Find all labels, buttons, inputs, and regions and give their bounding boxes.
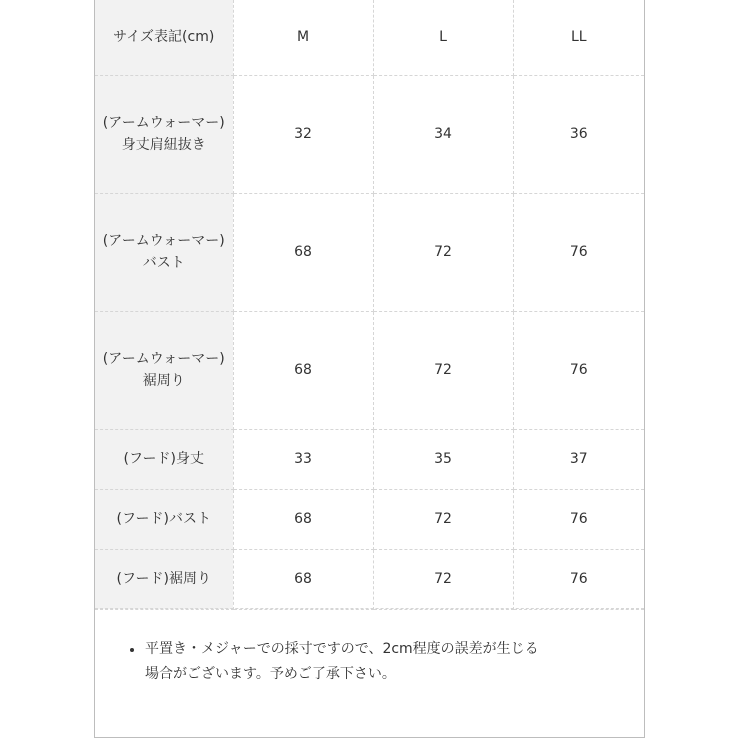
- row-label-armwarmer-length: [95, 75, 233, 193]
- row-label-line: (アームウォーマー): [102, 233, 225, 249]
- cell-value: 76: [513, 311, 644, 429]
- note-line: 場合がございます。予めご了承下さい。: [145, 666, 396, 682]
- cell-value: 72: [373, 489, 513, 549]
- table-row: [95, 193, 644, 311]
- cell-value: 68: [233, 549, 373, 609]
- cell-value: 32: [233, 75, 373, 193]
- cell-value: 34: [373, 75, 513, 193]
- cell-value: 76: [513, 193, 644, 311]
- note-line: 平置き・メジャーでの採寸ですので、2cm程度の誤差が生じる: [145, 641, 539, 657]
- bullet-icon: [130, 648, 134, 652]
- row-label-line: バスト: [142, 255, 185, 271]
- cell-value: 33: [233, 429, 373, 489]
- note-list: [95, 637, 644, 687]
- cell-value: 68: [233, 489, 373, 549]
- row-label-armwarmer-bust: [95, 193, 233, 311]
- cell-value: 72: [373, 311, 513, 429]
- note-item: [145, 637, 625, 687]
- row-label-hood-hem: (フード)裾周り: [95, 549, 233, 609]
- row-label-hood-length: (フード)身丈: [95, 429, 233, 489]
- header-cell-ll: LL: [513, 0, 644, 75]
- header-cell-size-label: サイズ表記(cm): [95, 0, 233, 75]
- table-row: [95, 549, 644, 609]
- row-label-line: 身丈肩紐抜き: [121, 137, 206, 153]
- cell-value: 72: [373, 549, 513, 609]
- cell-value: 76: [513, 489, 644, 549]
- row-label-hood-bust: (フード)バスト: [95, 489, 233, 549]
- table-header-row: [95, 0, 644, 75]
- row-label-line: 裾周り: [142, 373, 185, 389]
- row-label-line: (アームウォーマー): [102, 351, 225, 367]
- row-label-line: (アームウォーマー): [102, 115, 225, 131]
- table-row: [95, 429, 644, 489]
- size-table: [95, 0, 644, 610]
- cell-value: 72: [373, 193, 513, 311]
- measurement-note: [95, 608, 644, 687]
- cell-value: 35: [373, 429, 513, 489]
- table-row: [95, 311, 644, 429]
- cell-value: 37: [513, 429, 644, 489]
- cell-value: 68: [233, 311, 373, 429]
- row-label-armwarmer-hem: [95, 311, 233, 429]
- header-cell-m: M: [233, 0, 373, 75]
- table-row: [95, 75, 644, 193]
- cell-value: 76: [513, 549, 644, 609]
- cell-value: 68: [233, 193, 373, 311]
- cell-value: 36: [513, 75, 644, 193]
- header-cell-l: L: [373, 0, 513, 75]
- size-chart-frame: [94, 0, 645, 738]
- table-row: [95, 489, 644, 549]
